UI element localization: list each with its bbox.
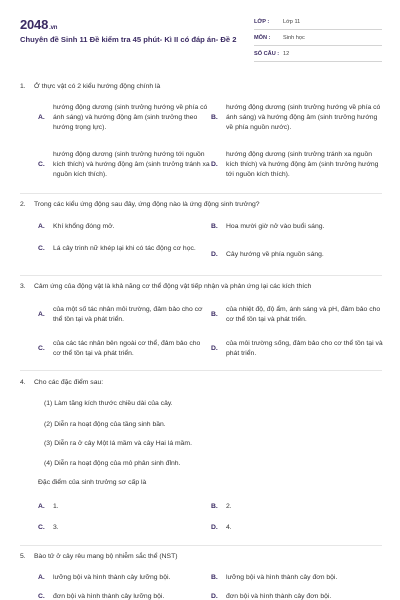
option-letter: C. <box>38 345 45 352</box>
option-2a[interactable] <box>38 222 210 232</box>
question-4 <box>20 378 382 388</box>
option-text: lưỡng bội và hình thành cây lưỡng bội. <box>53 574 171 581</box>
page-title: Chuyên đề Sinh 11 Đề kiểm tra 45 phút- Kì II có đáp án- Đề 2 <box>20 35 237 44</box>
option-4a[interactable] <box>38 502 210 512</box>
question-number: 4. <box>20 379 26 386</box>
option-letter: C. <box>38 593 45 600</box>
option-1a[interactable] <box>38 103 210 133</box>
meta-key: MÔN : <box>254 34 271 41</box>
option-letter: D. <box>211 161 218 168</box>
option-2d[interactable] <box>211 250 383 260</box>
option-text: lưỡng bội và hình thành cây đơn bội. <box>226 574 338 581</box>
question-5 <box>20 552 382 562</box>
question-text: Cho các đặc điểm sau: <box>34 379 104 386</box>
option-text: đơn bội và hình thành cây đơn bội. <box>226 593 332 600</box>
option-letter: D. <box>211 345 218 352</box>
meta-value: Lớp 11 <box>283 18 301 25</box>
statement-3: (3) Diễn ra ở cây Một lá mầm và cây Hai lá mầm. <box>44 440 192 447</box>
option-2b[interactable] <box>211 222 383 232</box>
option-4b[interactable] <box>211 502 383 512</box>
question-text: Cảm ứng của động vật là khả năng cơ thể động vật tiếp nhận và phản ứng lại các kích thích <box>34 283 312 290</box>
option-1d[interactable] <box>211 150 383 180</box>
statement-2: (2) Diễn ra hoạt động của tầng sinh bần. <box>44 421 166 428</box>
option-letter: B. <box>211 223 218 230</box>
meta-key: LỚP : <box>254 18 270 25</box>
option-letter: A. <box>38 223 45 230</box>
question-text: Bào tử ở cây rêu mang bộ nhiễm sắc thể (NST) <box>34 553 178 560</box>
option-letter: A. <box>38 574 45 581</box>
meta-value: 12 <box>283 50 290 57</box>
meta-row-count <box>254 46 382 62</box>
option-text: 4. <box>226 524 232 531</box>
option-letter: B. <box>211 574 218 581</box>
option-letter: C. <box>38 161 45 168</box>
option-3c[interactable] <box>38 339 210 359</box>
option-5c[interactable] <box>38 592 210 600</box>
option-letter: B. <box>211 503 218 510</box>
option-5a[interactable] <box>38 573 210 583</box>
option-text: hướng động dương (sinh trưởng tránh xa nguồn kích thích) và hướng động âm (sinh trưởng hướng tới nguồn kích thích). <box>226 151 379 178</box>
option-1c[interactable] <box>38 150 210 180</box>
option-text: đơn bội và hình thành cây lưỡng bội. <box>53 593 165 600</box>
divider <box>20 545 382 546</box>
option-text: Lá cây trinh nữ khép lại khi có tác động cơ học. <box>53 245 196 252</box>
option-letter: D. <box>211 524 218 531</box>
question-number: 2. <box>20 201 26 208</box>
question-number: 3. <box>20 283 26 290</box>
question-prompt: Đặc điểm của sinh trưởng sơ cấp là <box>38 479 147 486</box>
option-letter: D. <box>211 251 218 258</box>
option-text: hướng động dương (sinh trưởng hướng về phía có ánh sáng) và hướng động âm (sinh trưởng theo hướng trọng lực). <box>53 104 208 131</box>
option-text: 3. <box>53 524 59 531</box>
question-1 <box>20 82 382 92</box>
option-text: của nhiệt độ, độ ẩm, ánh sáng và pH, đảm bảo cho cơ thể tồn tại và phát triển. <box>226 306 381 323</box>
option-3d[interactable] <box>211 339 383 359</box>
meta-key: SỐ CÂU : <box>254 50 280 57</box>
option-text: 1. <box>53 503 59 510</box>
option-letter: D. <box>211 593 218 600</box>
option-4d[interactable] <box>211 523 383 533</box>
option-letter: A. <box>38 311 45 318</box>
meta-value: Sinh học <box>283 34 305 41</box>
question-number: 5. <box>20 553 26 560</box>
option-text: hướng động dương (sinh trưởng hướng về phía có ánh sáng) và hướng động âm (sinh trưởng hướng về phía nguồn nước). <box>226 104 381 131</box>
option-text: của một số tác nhân môi trường, đảm bảo cho cơ thể tồn tại và phát triển. <box>53 306 203 323</box>
question-2 <box>20 200 382 210</box>
option-3a[interactable] <box>38 305 210 325</box>
statement-4: (4) Diễn ra hoạt động của mô phân sinh đỉnh. <box>44 460 181 467</box>
site-logo[interactable]: 2048.vn <box>20 17 58 32</box>
option-text: Hoa mười giờ nở vào buổi sáng. <box>226 223 325 230</box>
option-letter: C. <box>38 245 45 252</box>
option-letter: A. <box>38 503 45 510</box>
meta-row-subject <box>254 30 382 46</box>
question-text: Ở thực vật có 2 kiểu hướng động chính là <box>34 83 161 90</box>
meta-row-class <box>254 14 382 30</box>
option-4c[interactable] <box>38 523 210 533</box>
statement-1: (1) Làm tăng kích thước chiều dài của cây. <box>44 400 173 407</box>
question-3 <box>20 282 382 292</box>
question-number: 1. <box>20 83 26 90</box>
page-header <box>0 0 400 70</box>
option-3b[interactable] <box>211 305 383 325</box>
divider <box>20 193 382 194</box>
meta-info <box>254 14 382 62</box>
option-text: Khí khổng đóng mở. <box>53 223 115 230</box>
question-text: Trong các kiểu ứng động sau đây, ứng động nào là ứng động sinh trưởng? <box>34 201 260 208</box>
divider <box>20 370 382 371</box>
option-text: của các tác nhân bên ngoài cơ thể, đảm bảo cho cơ thể tồn tại và phát triển. <box>53 340 201 357</box>
option-5d[interactable] <box>211 592 383 600</box>
option-letter: B. <box>211 311 218 318</box>
option-letter: A. <box>38 114 45 121</box>
option-text: Cây hướng về phía nguồn sáng. <box>226 251 324 258</box>
option-text: của môi trường sống, đảm bảo cho cơ thể tồn tại và phát triển. <box>226 340 383 357</box>
option-text: 2. <box>226 503 232 510</box>
option-1b[interactable] <box>211 103 383 133</box>
divider <box>20 275 382 276</box>
option-2c[interactable] <box>38 244 210 254</box>
option-5b[interactable] <box>211 573 383 583</box>
option-letter: B. <box>211 114 218 121</box>
option-text: hướng động dương (sinh trưởng hướng tới nguồn kích thích) và hướng động âm (sinh trưởng tránh xa nguồn kích thích). <box>53 151 210 178</box>
option-letter: C. <box>38 524 45 531</box>
